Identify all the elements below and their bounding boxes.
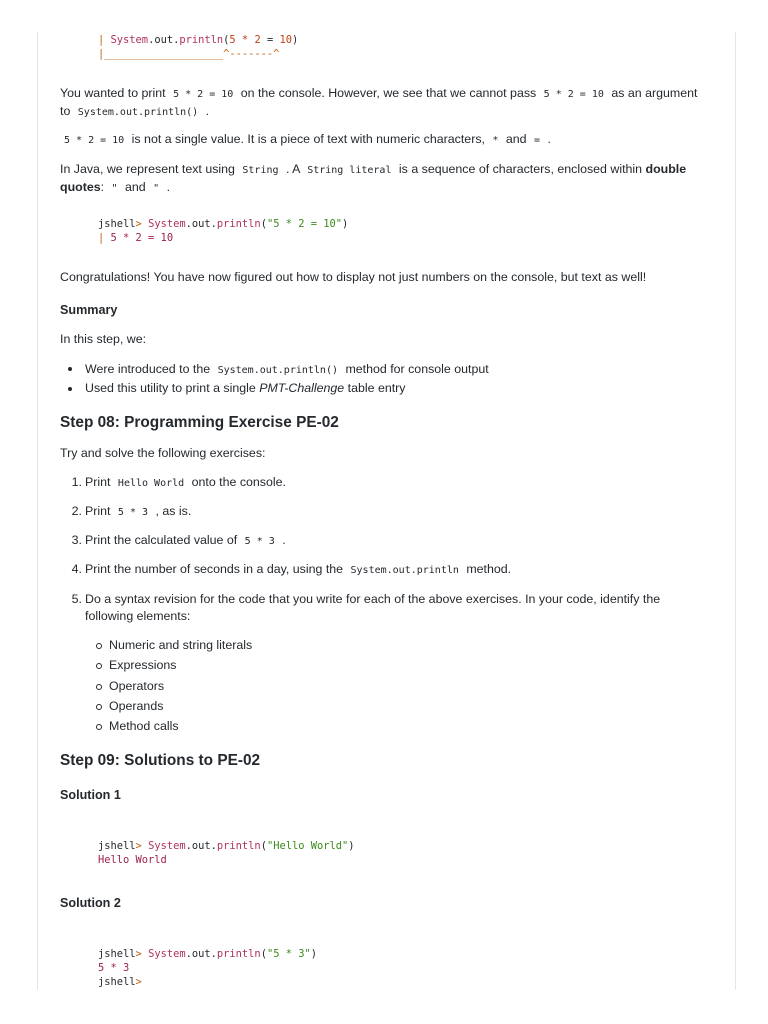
section-heading: Step 08: Programming Exercise PE-02 [60,414,339,431]
bullet [96,663,102,669]
bullet [96,724,102,730]
text: . [278,533,286,547]
text: Numeric and string literals [109,638,253,652]
list-number: 2. [71,504,82,518]
inline-code: String [242,165,279,176]
list-item [85,360,710,378]
code-token: ( [260,840,267,852]
inline-code: System.out.println() [217,365,338,376]
code-token: .out. [185,218,217,230]
inline-code: Hello World [117,478,185,489]
list-item [71,561,710,579]
text: Operators [109,679,165,693]
code-token: ) [342,218,349,230]
text: In Java, we represent text using [60,162,239,176]
code-token: .out. [185,840,217,852]
text: method. [462,562,512,576]
code-token: .out. [185,948,217,960]
list-item [109,698,709,715]
code-line: Hello World [98,854,167,866]
code-block-solution-1 [98,839,748,867]
code-token: ( [260,948,267,960]
list-item [71,474,710,492]
code-token: println [216,218,261,230]
code-line: |___________________^-------^ [98,48,280,60]
list-item [109,637,709,654]
text: : [100,180,108,194]
inline-code: 5 * 2 = 10 [64,135,125,146]
code-token: "5 * 3" [266,948,311,960]
list-item [71,532,710,550]
code-token: .out. [148,34,180,46]
text: table entry [344,381,406,395]
code-token: "5 * 2 = 10" [266,218,343,230]
code-token: > [135,976,142,988]
paragraph: Try and solve the following exercises: [60,446,266,460]
text: Method calls [109,719,179,733]
text: . [202,104,210,118]
list-number: 3. [71,533,82,547]
solution-heading: Solution 1 [60,788,121,802]
text: You wanted to print [60,86,170,100]
text: and [502,132,530,146]
text: on the console. However, we see that we cannot pass [237,86,540,100]
paragraph [60,131,710,149]
inline-code: 5 * 3 [244,536,275,547]
text: . [544,132,551,146]
list-item [109,718,709,735]
italic-text: PMT-Challenge [259,381,345,395]
summary-heading: Summary [60,303,118,317]
text: as an argument to [60,86,698,118]
paragraph [60,85,710,121]
text: Print the calculated value of [85,533,241,547]
inline-code: " [153,183,160,194]
code-token: ) [348,840,355,852]
list-item [109,657,709,674]
code-line [98,839,748,853]
text: Used this utility to print a single [85,381,260,395]
list-item [71,591,710,625]
inline-code: 5 * 2 = 10 [173,89,234,100]
code-token: * [235,34,255,46]
inline-code: String literal [307,165,392,176]
text: Operands [109,699,164,713]
code-block-error [98,33,748,61]
code-line [98,231,748,245]
inline-code: = [534,135,541,146]
code-token: System [148,948,186,960]
list-number: 4. [71,562,82,576]
code-token: > [135,948,149,960]
inline-code: System.out.println [350,565,459,576]
code-block-string [98,217,748,245]
solution-heading: Solution 2 [60,896,121,910]
text: , as is. [152,504,192,518]
text: and [121,180,150,194]
text: following elements: [85,609,191,623]
bullet [96,643,102,649]
section-heading: Step 09: Solutions to PE-02 [60,752,261,769]
text: Do a syntax revision for the code that you write for each of the above exercises. In your code, identify the [85,592,661,606]
code-line [98,217,748,231]
bullet [96,704,102,710]
code-token: jshell [98,218,136,230]
text: is a sequence of characters, enclosed within [395,162,646,176]
bullet [96,684,102,690]
code-token: 10 [279,34,293,46]
code-token: ) [310,948,318,960]
text: Were introduced to the [85,362,214,376]
code-token: System [148,218,186,230]
text: method for console output [342,362,489,376]
paragraph [60,161,710,197]
paragraph: In this step, we: [60,332,147,346]
inline-code: System.out.println() [77,107,199,118]
bullet [68,387,72,391]
text: Print the number of seconds in a day, using the [85,562,347,576]
bullet [68,367,72,371]
list-number: 5. [71,592,82,606]
list-item [109,678,709,695]
code-token: = [260,34,280,46]
code-line [98,947,748,961]
code-token: "Hello World" [266,840,349,852]
code-token: | [98,232,111,244]
list-item [85,380,710,397]
code-token: 5 [229,34,236,46]
list-item [71,503,710,521]
code-token: ) [292,34,299,46]
inline-code: * [492,135,499,146]
code-token: jshell [98,840,136,852]
code-line [98,975,748,989]
code-token: > [135,218,149,230]
code-block-solution-2 [98,947,748,989]
text: . A [282,162,304,176]
paragraph: Congratulations! You have now figured out how to display not just numbers on the console, but text as well! [60,270,647,284]
inline-code: " [111,183,118,194]
code-token: System [148,840,186,852]
inline-code: 5 * 2 = 10 [543,89,604,100]
list-number: 1. [71,475,82,489]
text: Print [85,475,114,489]
code-token: 2 [254,34,261,46]
code-token: println [216,948,261,960]
text: is not a single value. It is a piece of text with numeric characters, [128,132,489,146]
text: Print [85,504,114,518]
code-token: jshell [98,948,136,960]
code-token: ( [223,34,230,46]
bold-text: double quotes [60,162,687,194]
code-line [98,33,748,47]
text: Expressions [109,658,177,672]
code-token: println [179,34,224,46]
text: onto the console. [188,475,286,489]
code-token: System [110,34,149,46]
code-token: println [216,840,261,852]
code-token: > [135,840,149,852]
code-token: 5 * 2 = 10 [110,232,174,244]
text: . [163,180,171,194]
code-token: | [98,34,111,46]
code-line: 5 * 3 [98,962,130,974]
inline-code: 5 * 3 [117,507,149,518]
code-token: ( [260,218,267,230]
code-token: jshell [98,976,136,988]
